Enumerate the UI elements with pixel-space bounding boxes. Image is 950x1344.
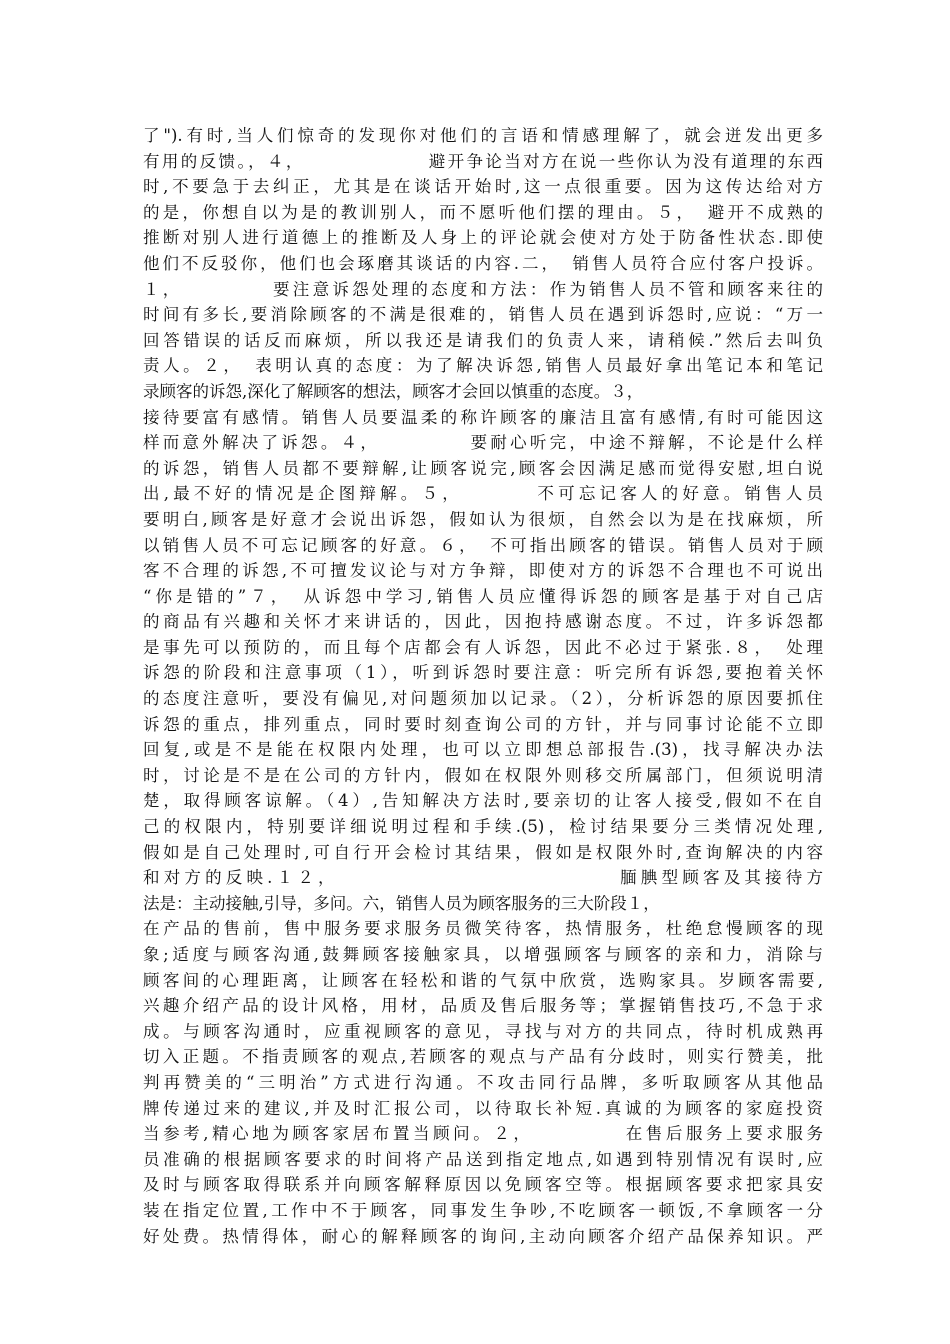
text-line: 他们不反驳你，他们也会琢磨其谈话的内容.二， 销售人员符合应付客户投诉。 bbox=[143, 253, 823, 273]
text-line: 诉怨的阶段和注意事项（1），听到诉怨时要注意：听完所有诉怨,要抱着关怀 bbox=[143, 663, 823, 683]
text-line: 是事先可以预防的，而且每个店都会有人诉怨，因此不必过于紧张.８， 处理 bbox=[143, 637, 823, 657]
text-line: 要明白,顾客是好意才会说出诉怨，假如认为很烦，自然会以为是在找麻烦，所 bbox=[143, 509, 823, 529]
text-line: 判再赞美的“三明治”方式进行沟通。不攻击同行品牌，多听取顾客从其他品 bbox=[143, 1072, 823, 1092]
text-line: 牌传递过来的建议,并及时汇报公司，以待取长补短.真诚的为顾客的家庭投资 bbox=[143, 1098, 823, 1118]
text-line: 法是：主动接触,引导，多问。六，销售人员为顾客服务的三大阶段１， bbox=[143, 893, 660, 913]
text-line: 的诉怨，销售人员都不要辩解,让顾客说完,顾客会因满足感而觉得安慰,坦白说 bbox=[143, 458, 823, 478]
text-line: 回答错误的话反而麻烦，所以我还是请我们的负责人来，请稍候.”然后去叫负 bbox=[143, 330, 823, 350]
text-line: 接待要富有感情。销售人员要温柔的称许顾客的廉洁且富有感情,有时可能因这 bbox=[143, 407, 823, 427]
text-line: 的是，你想自以为是的教训别人，而不愿听他们摆的理由。５， 避开不成熟的 bbox=[143, 202, 823, 222]
text-line: 出,最不好的情况是企图辩解。５， 不可忘记客人的好意。销售人员 bbox=[143, 484, 823, 504]
text-line: 装在指定位置,工作中不于顾客，同事发生争吵,不吃顾客一顿饭,不拿顾客一分 bbox=[143, 1200, 823, 1220]
text-line: 了").有时,当人们惊奇的发现你对他们的言语和情感理解了，就会迸发出更多 bbox=[143, 126, 823, 145]
text-line: 楚，取得顾客谅解。（4）,告知解决方法时,要亲切的让客人接受,假如不在自 bbox=[143, 791, 823, 811]
text-line: 象;适度与顾客沟通,鼓舞顾客接触家具，以增强顾客与顾客的亲和力，消除与 bbox=[143, 945, 823, 964]
text-line: 成。与顾客沟通时，应重视顾客的意见，寻找与对方的共同点，待时机成熟再 bbox=[143, 1021, 823, 1041]
text-line: 假如是自己处理时,可自行开会检讨其结果，假如是权限外时,查询解决的内容 bbox=[143, 842, 823, 862]
text-line: 顾客间的心理距离，让顾客在轻松和谐的气氛中欣赏，选购家具。岁顾客需要, bbox=[143, 970, 823, 990]
text-line: 己的权限内，特别要详细说明过程和手续.(5)，检讨结果要分三类情况处理, bbox=[143, 817, 823, 837]
text-line: “你是错的”７， 从诉怨中学习,销售人员应懂得诉怨的顾客是基于对自己店 bbox=[143, 586, 823, 606]
text-line: 切入正题。不指责顾客的观点,若顾客的观点与产品有分歧时，则实行赞美，批 bbox=[143, 1047, 823, 1067]
text-line: 的态度注意听，要没有偏见,对问题须加以记录。（2），分析诉怨的原因要抓住 bbox=[143, 689, 823, 709]
text-line: 及时与顾客取得联系并向顾客解释原因以免顾客空等。根据顾客要求把家具安 bbox=[143, 1175, 823, 1195]
body-text bbox=[143, 123, 823, 1249]
text-line: １， 要注意诉怨处理的态度和方法：作为销售人员不管和顾客来往的 bbox=[143, 279, 823, 299]
text-line: 有用的反馈。，４， 避开争论当对方在说一些你认为没有道理的东西 bbox=[143, 151, 823, 171]
text-line: 回复,或是不是能在权限内处理，也可以立即想总部报告.(3)，找寻解决办法 bbox=[143, 740, 823, 760]
text-line: 当参考,精心地为顾客家居布置当顾问。２， 在售后服务上要求服务 bbox=[143, 1124, 823, 1144]
text-line: 样而意外解决了诉怨。４， 要耐心听完，中途不辩解，不论是什么样 bbox=[143, 433, 823, 453]
text-line: 兴趣介绍产品的设计风格，用材，品质及售后服务等；掌握销售技巧,不急于求 bbox=[143, 996, 823, 1016]
text-line: 在产品的售前，售中服务要求服务员微笑待客，热情服务，杜绝怠慢顾客的现 bbox=[143, 919, 823, 939]
text-line: 时间有多长,要消除顾客的不满是很难的，销售人员在遇到诉怨时,应说：“万一 bbox=[143, 305, 823, 325]
text-line: 和对方的反映.１２， 腼腆型顾客及其接待方 bbox=[143, 868, 823, 888]
text-line: 责人。２， 表明认真的态度：为了解决诉怨,销售人员最好拿出笔记本和笔记 bbox=[143, 356, 823, 376]
text-line: 推断对别人进行道德上的推断及人身上的评论就会使对方处于防备性状态.即使 bbox=[143, 228, 823, 248]
text-line: 时,不要急于去纠正，尤其是在谈话开始时,这一点很重要。因为这传达给对方 bbox=[143, 177, 823, 197]
text-line: 的商品有兴趣和关怀才来讲话的，因此，因抱持感谢态度。不过，许多诉怨都 bbox=[143, 612, 823, 632]
text-line: 时，讨论是不是在公司的方针内，假如在权限外则移交所属部门，但须说明清 bbox=[143, 765, 823, 785]
text-line: 诉怨的重点，排列重点，同时要时刻查询公司的方针，并与同事讨论能不立即 bbox=[143, 714, 823, 734]
text-line: 客不合理的诉怨,不可擅发议论与对方争辩，即使对方的诉怨不合理也不可说出 bbox=[143, 561, 823, 581]
text-line: 录顾客的诉怨,深化了解顾客的想法，顾客才会回以慎重的态度。３， bbox=[143, 381, 644, 401]
text-line: 员准确的根据顾客要求的时间将产品送到指定地点,如遇到特别情况有误时,应 bbox=[143, 1149, 823, 1169]
text-line: 好处费。热情得体，耐心的解释顾客的询问,主动向顾客介绍产品保养知识。严 bbox=[143, 1226, 823, 1246]
text-line: 以销售人员不可忘记顾客的好意。６， 不可指出顾客的错误。销售人员对于顾 bbox=[143, 535, 823, 555]
